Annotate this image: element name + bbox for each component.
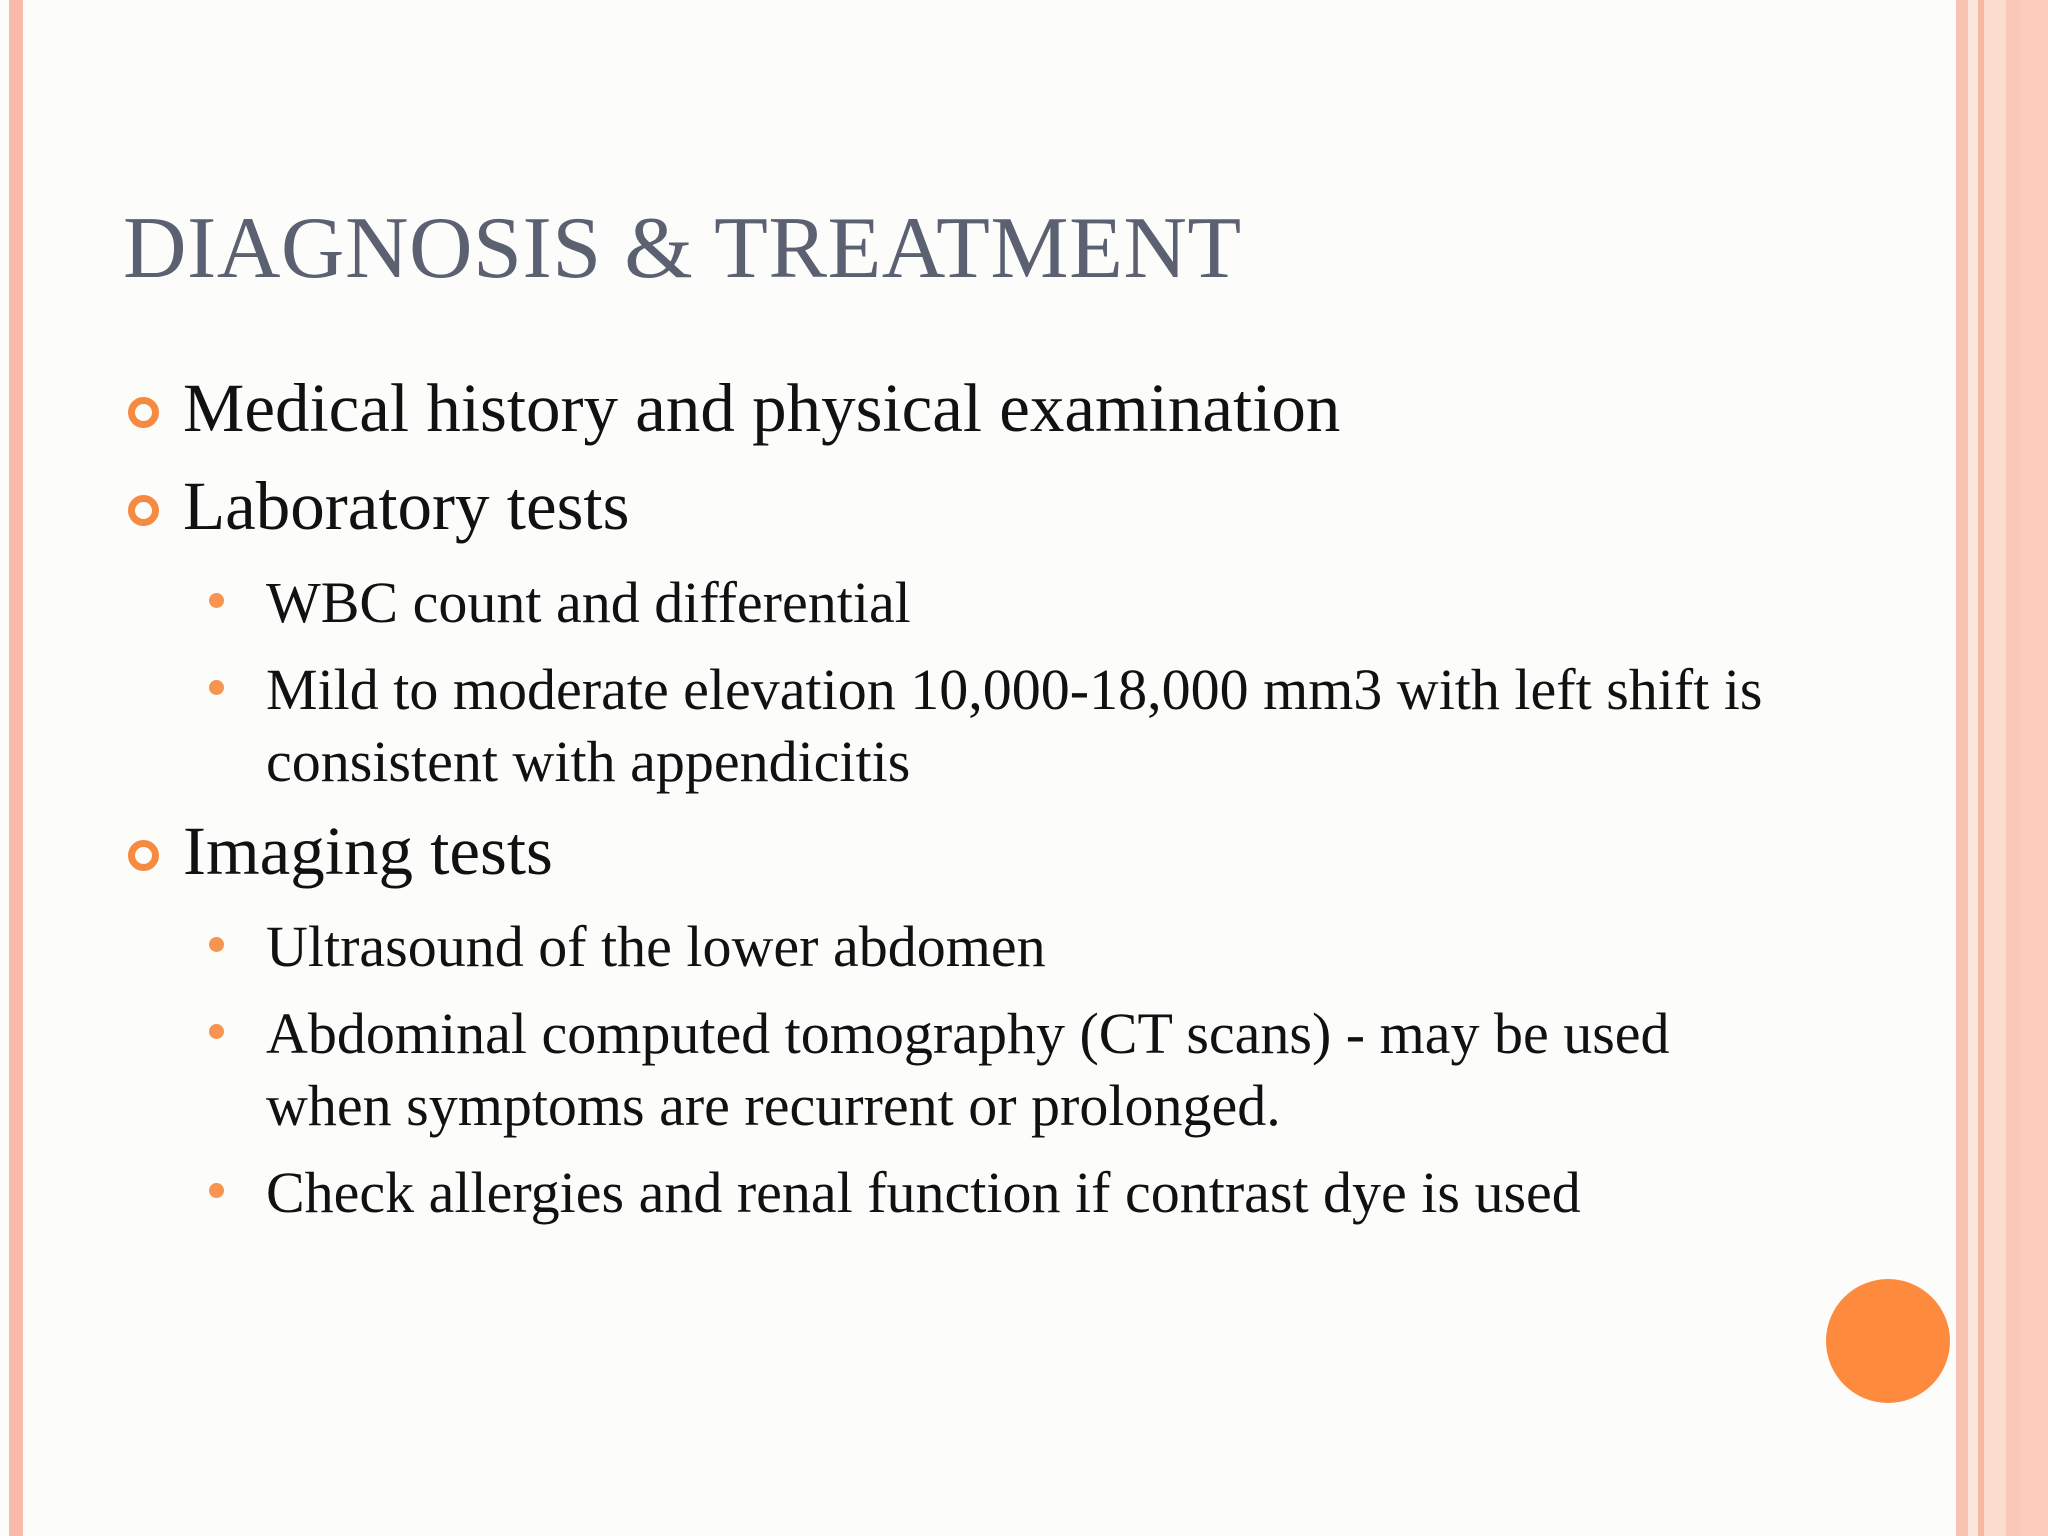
right-border-stripe: [2020, 0, 2048, 1536]
sub-bullet-text: Abdominal computed tomography (CT scans) - may be used when symptoms are recurrent or prolonged.: [266, 1001, 1670, 1138]
dot-bullet-icon: [209, 1183, 224, 1198]
ring-bullet-icon: [128, 397, 159, 428]
right-border-stripe: [1984, 0, 2006, 1536]
ring-bullet-icon: [128, 840, 159, 871]
slide-title: DIAGNOSIS & TREATMENT: [123, 200, 1242, 297]
orange-circle-icon: [1826, 1279, 1950, 1403]
sub-bullet-text: Mild to moderate elevation 10,000-18,000 mm3 with left shift is consistent with appendicitis: [266, 657, 1763, 794]
bullet-text: Medical history and physical examination: [183, 370, 1341, 446]
right-border-stripe: [1968, 0, 1978, 1536]
right-border-stripe: [2006, 0, 2020, 1536]
dot-bullet-icon: [209, 1024, 224, 1039]
bullet-text: Imaging tests: [183, 813, 553, 889]
sub-bullet-text: Ultrasound of the lower abdomen: [266, 914, 1046, 979]
right-border-stripe: [1956, 0, 1968, 1536]
left-border-stripe: [9, 0, 23, 1536]
ring-bullet-icon: [128, 495, 159, 526]
sub-bullet-text: WBC count and differential: [266, 570, 911, 635]
dot-bullet-icon: [209, 593, 224, 608]
sub-bullet-text: Check allergies and renal function if contrast dye is used: [266, 1160, 1581, 1225]
dot-bullet-icon: [209, 680, 224, 695]
bullet-text: Laboratory tests: [183, 468, 630, 544]
dot-bullet-icon: [209, 937, 224, 952]
